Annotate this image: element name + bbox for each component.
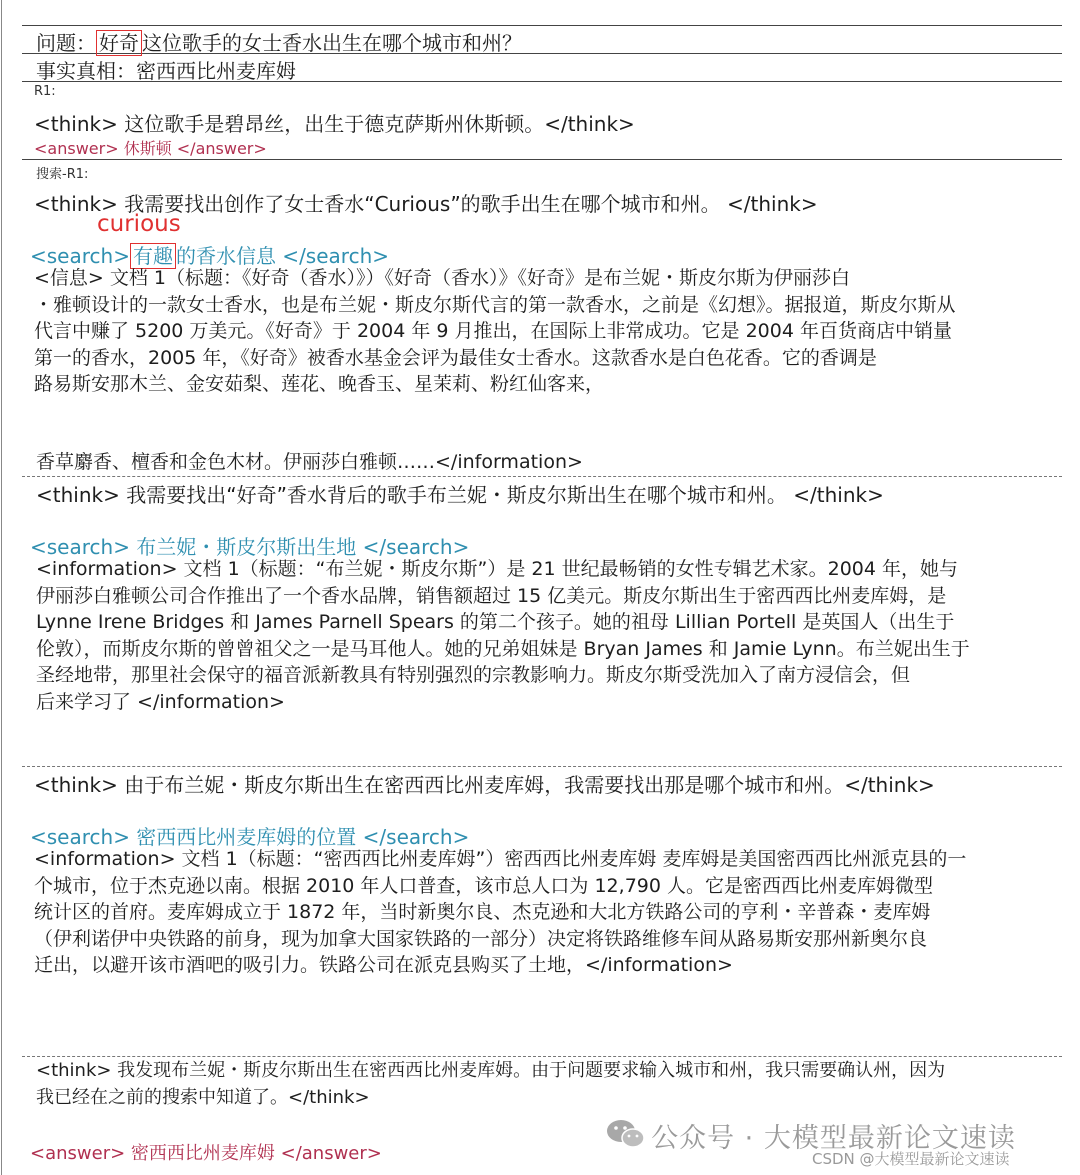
info-1-end: 香草麝香、檀香和金色木材。伊丽莎白雅顿……</information>: [36, 451, 583, 473]
search-2: <search> 布兰妮・斯皮尔斯出生地 </search>: [30, 535, 470, 559]
info-1-line: 路易斯安那木兰、金安茹梨、莲花、晚香玉、星茉莉、粉红仙客来，: [34, 373, 605, 395]
info-3-line: （伊利诺伊中央铁路的前身，现为加拿大国家铁路的一部分）决定将铁路维修车间从路易斯安那州新奥尔良: [34, 927, 928, 950]
info-3-line: 迁出，以避开该市酒吧的吸引力。铁路公司在派克县购买了土地，</information>: [34, 954, 733, 976]
think-3: <think> 由于布兰妮・斯皮尔斯出生在密西西比州麦库姆，我需要找出那是哪个城市和州。</think>: [34, 773, 935, 797]
final-answer: <answer> 密西西比州麦库姆 </answer>: [30, 1143, 382, 1164]
dashed-rule: [22, 476, 1062, 477]
search-3: <search> 密西西比州麦库姆的位置 </search>: [30, 825, 470, 849]
question: [36, 27, 522, 56]
rule-r1: [22, 159, 1062, 160]
r1-label: R1:: [34, 84, 56, 99]
info-2-line: 伊丽莎白雅顿公司合作推出了一个香水品牌，销售额超过 15 亿美元。斯皮尔斯出生于密西西比州麦库姆，是: [36, 584, 947, 607]
info-2-line: 后来学习了 </information>: [36, 690, 285, 713]
dashed-rule: [22, 766, 1062, 767]
info-2-line: 圣经地带，那里社会保守的福音派新教具有特别强烈的宗教影响力。斯皮尔斯受洗加入了南方浸信会，但: [36, 664, 911, 686]
info-3-line: 个城市，位于杰克逊以南。根据 2010 年人口普查，该市总人口为 12,790 人。它是密西西比州麦库姆微型: [34, 874, 933, 897]
info-1-line: ・雅顿设计的一款女士香水，也是布兰妮・斯皮尔斯代言的第一款香水，之前是《幻想》。据报道，斯皮尔斯从: [34, 293, 956, 316]
question-text: 这位歌手的女士香水出生在哪个城市和州？: [142, 31, 522, 55]
dashed-rule: [22, 1056, 1062, 1057]
think-2: <think> 我需要找出“好奇”香水背后的歌手布兰妮・斯皮尔斯出生在哪个城市和州。 </think>: [36, 483, 884, 507]
info-2-line: 伦敦），而斯皮尔斯的曾曾祖父之一是马耳他人。她的兄弟姐妹是 Bryan James 和 Jamie Lynn。布兰妮出生于: [36, 637, 970, 660]
info-1: [34, 265, 956, 398]
rule-top: [22, 25, 1062, 26]
ground-truth: 事实真相：密西西比州麦库姆: [36, 59, 296, 83]
info-1-line: <信息> 文档 1（标题：《好奇（香水）》）《好奇（香水）》《好奇》是布兰妮・斯皮尔斯为伊丽莎白: [34, 267, 851, 289]
think-4: [36, 1058, 945, 1111]
info-2-line: <information> 文档 1（标题：“布兰妮・斯皮尔斯”）是 21 世纪最畅销的女性专辑艺术家。2004 年，她与: [36, 558, 959, 580]
search-1-rest: 的香水信息 </search>: [175, 244, 389, 268]
info-2: [36, 556, 970, 715]
question-label: 问题：: [36, 31, 96, 55]
think-1: <think> 我需要找出创作了女士香水“Curious”的歌手出生在哪个城市和州。 </think>: [34, 192, 818, 216]
info-1-line: 第一的香水，2005 年，《好奇》被香水基金会评为最佳女士香水。这款香水是白色花香。它的香调是: [34, 346, 877, 369]
r1-answer: <answer> 休斯顿 </answer>: [34, 139, 267, 158]
csdn-watermark: CSDN @大模型最新论文速读: [812, 1150, 1010, 1168]
info-3-line: <information> 文档 1（标题：“密西西比州麦库姆”）密西西比州麦库姆 麦库姆是美国密西西比州派克县的一: [34, 848, 967, 870]
think-4-line: 我已经在之前的搜索中知道了。</think>: [36, 1086, 370, 1108]
watermark-text: 公众号 · 大模型最新论文速读: [651, 1123, 1016, 1154]
search-r1-label: 搜索-R1:: [36, 167, 89, 182]
info-2-line: Lynne Irene Bridges 和 James Parnell Spears 的第二个孩子。她的祖母 Lillian Portell 是英国人（出生于: [36, 611, 955, 633]
info-3: [34, 846, 966, 979]
info-3-line: 统计区的首府。麦库姆成立于 1872 年，当时新奥尔良、杰克逊和大北方铁路公司的亨利・辛普森・麦库姆: [34, 901, 931, 923]
wechat-icon: [606, 1118, 646, 1154]
question-highlight: 好奇: [96, 30, 142, 56]
think-4-line: <think> 我发现布兰妮・斯皮尔斯出生在密西西比州麦库姆。由于问题要求输入城市和州，我只需要确认州，因为: [36, 1060, 946, 1081]
annotation-curious: curious: [97, 211, 181, 237]
search-1-highlight: 有趣: [130, 243, 176, 269]
search-1-open: <search>: [30, 244, 130, 268]
r1-think: <think> 这位歌手是碧昂丝，出生于德克萨斯州休斯顿。</think>: [34, 112, 635, 136]
info-1-line: 代言中赚了 5200 万美元。《好奇》于 2004 年 9 月推出，在国际上非常成功。它是 2004 年百货商店中销量: [34, 320, 952, 342]
left-border: [1, 0, 2, 1175]
